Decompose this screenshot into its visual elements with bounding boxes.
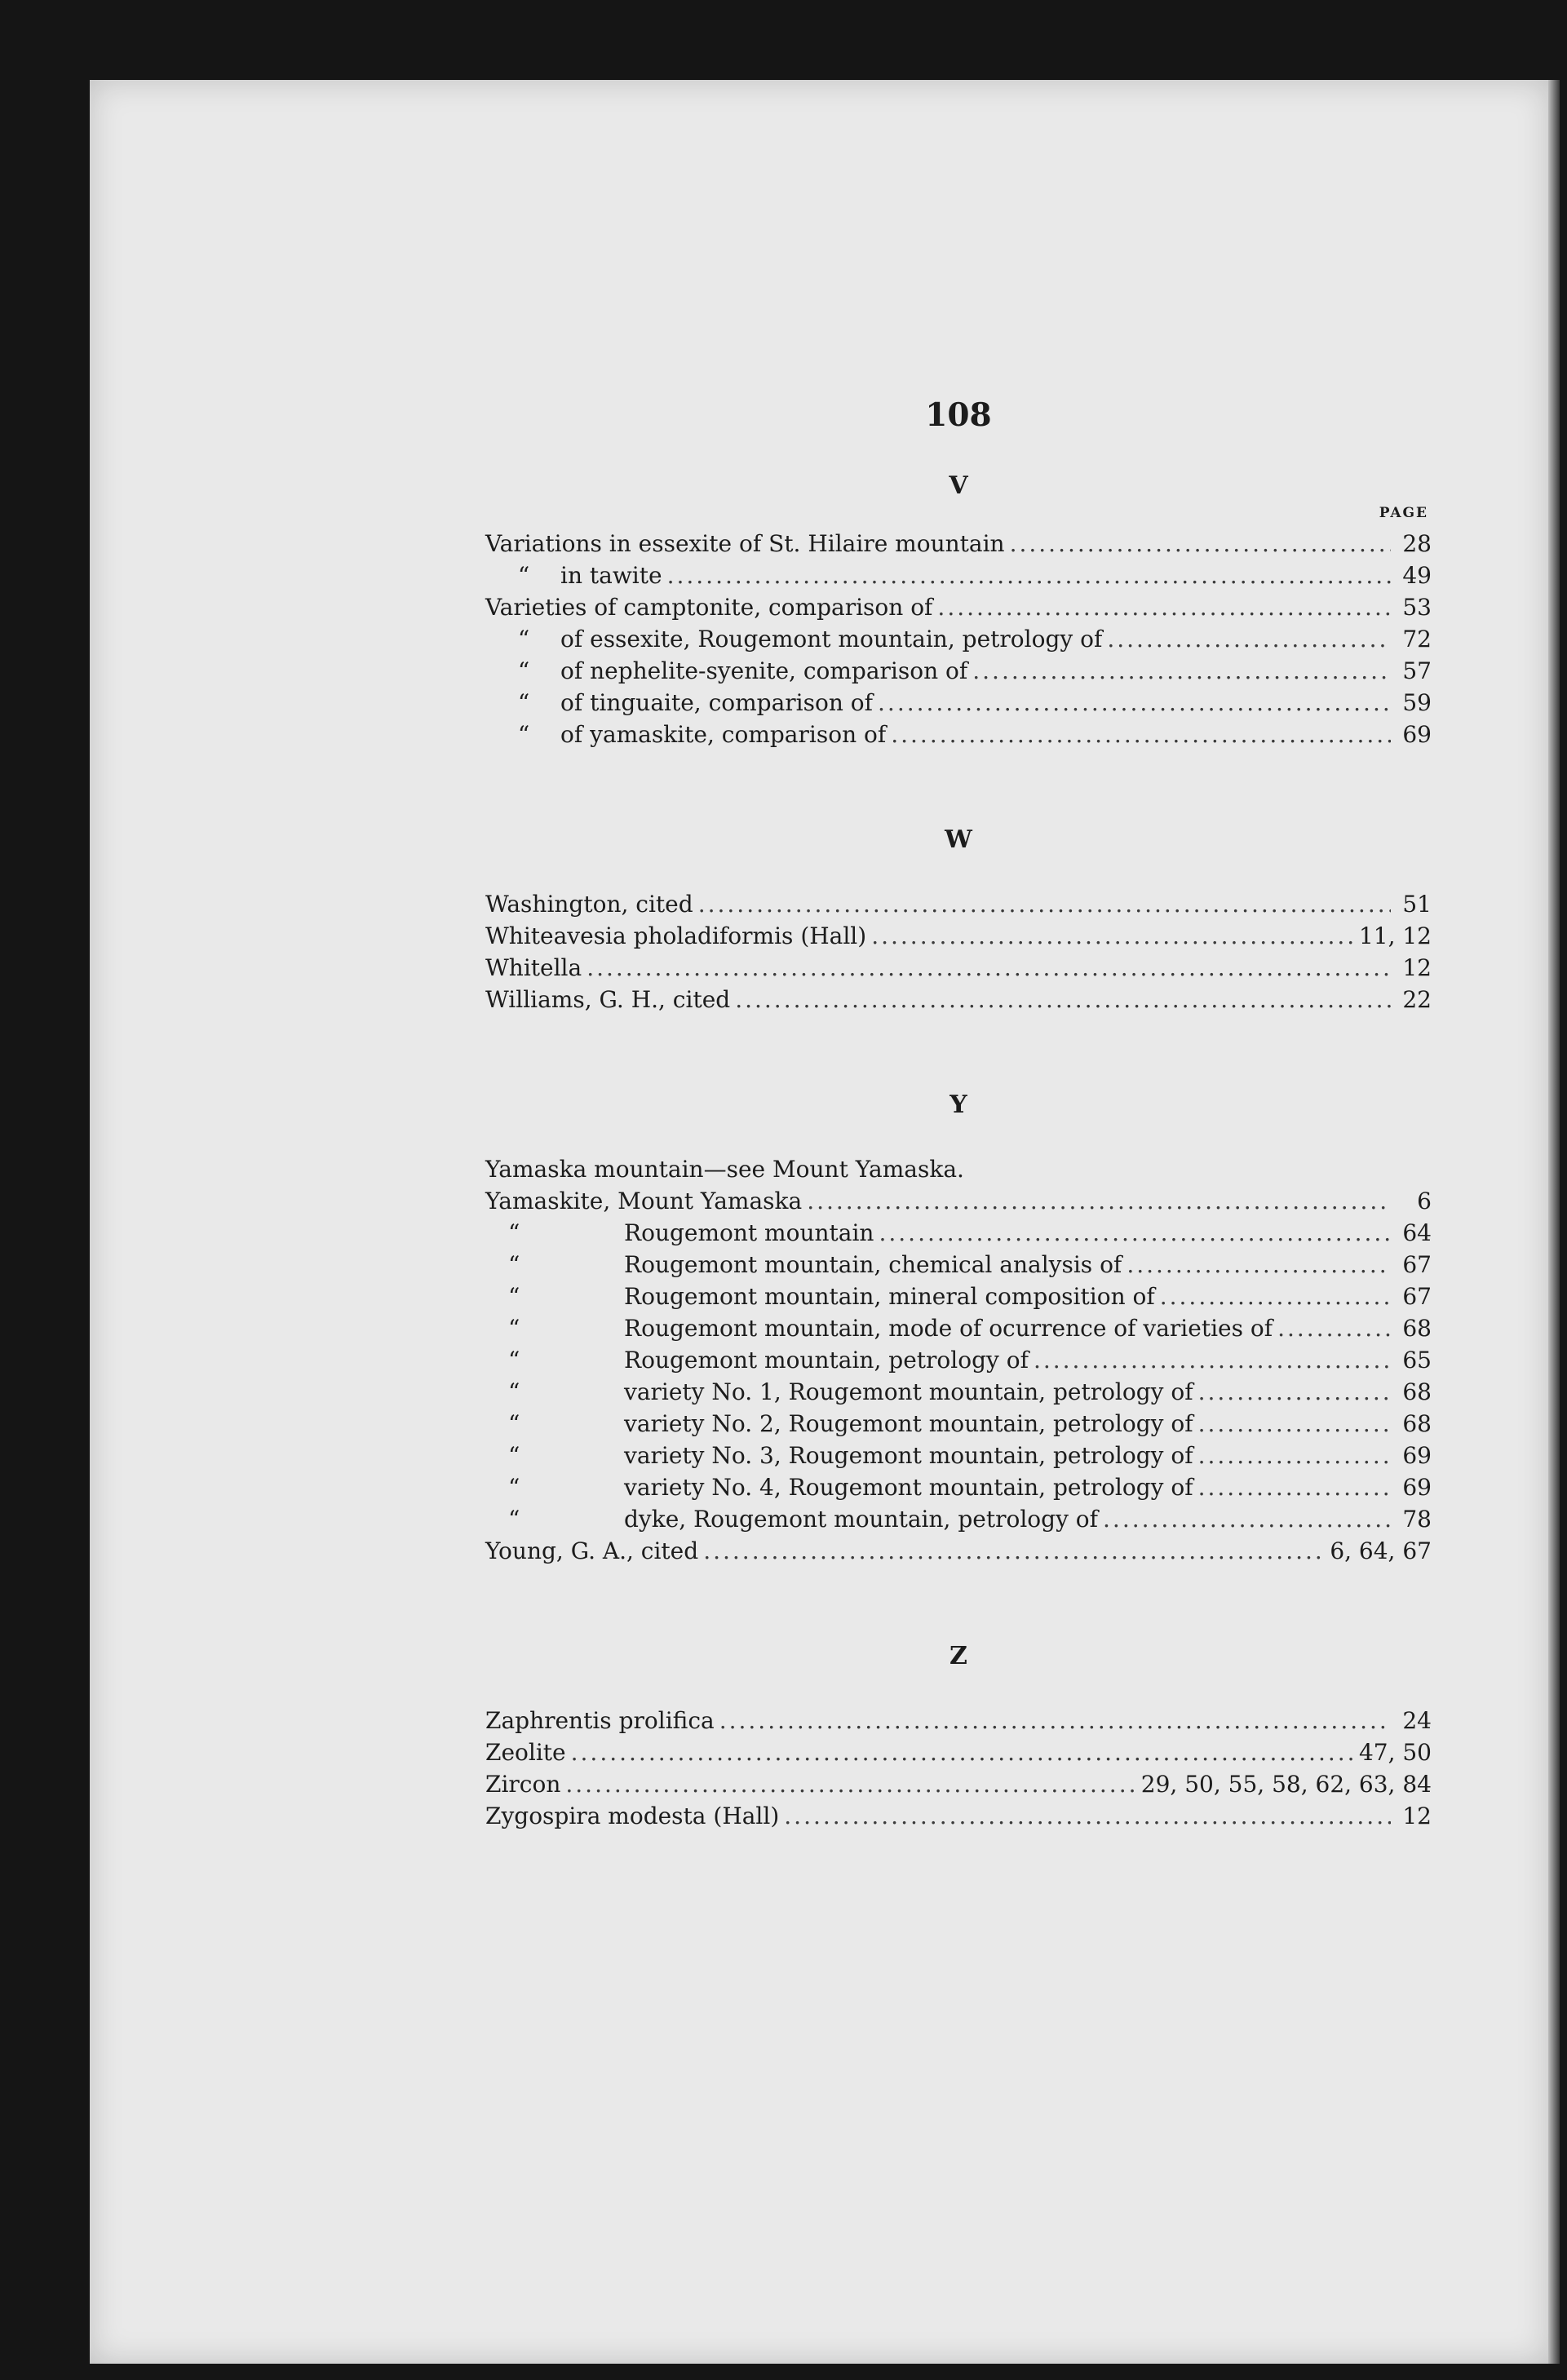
entry-term: variety No. 2, Rougemont mountain, petrology of — [624, 1410, 1193, 1437]
dot-leader — [1198, 1471, 1391, 1503]
dot-leader — [879, 1217, 1391, 1249]
ditto-mark: “ — [508, 1442, 520, 1469]
entry-term: of tinguaite, comparison of — [560, 689, 874, 716]
entry-term: Whitella — [485, 954, 582, 981]
section-letter: Y — [949, 1090, 967, 1119]
ditto-mark: “ — [508, 1315, 520, 1342]
ditto-mark: “ — [517, 721, 530, 748]
page-number: 108 — [925, 396, 992, 434]
index-entry — [485, 1153, 1432, 1185]
dot-leader — [735, 984, 1391, 1015]
dot-leader — [807, 1185, 1391, 1217]
entry-pages: 49 — [1402, 562, 1432, 589]
entry-term: Rougemont mountain — [624, 1219, 874, 1246]
dot-leader — [571, 1736, 1354, 1768]
entry-term: Zygospira modesta (Hall) — [485, 1803, 780, 1829]
entry-term: of yamaskite, comparison of — [560, 721, 887, 748]
dot-leader — [871, 920, 1354, 952]
dot-leader — [1198, 1440, 1391, 1471]
entry-pages: 67 — [1402, 1283, 1432, 1310]
entry-pages: 68 — [1402, 1378, 1432, 1405]
entry-term: Whiteavesia pholadiformis (Hall) — [485, 922, 867, 949]
ditto-mark: “ — [508, 1506, 520, 1533]
dot-leader — [698, 888, 1391, 920]
entry-term: variety No. 4, Rougemont mountain, petrology of — [624, 1474, 1193, 1501]
entry-pages: 57 — [1402, 657, 1432, 684]
index-entry — [485, 1471, 1432, 1503]
index-entry — [485, 1736, 1432, 1768]
entry-pages: 28 — [1402, 530, 1432, 557]
section-v — [485, 471, 1432, 750]
index-entry — [485, 1440, 1432, 1471]
index-entry — [485, 1408, 1432, 1440]
index-entry — [485, 1800, 1432, 1832]
entry-term: Zeolite — [485, 1739, 566, 1766]
index-entry — [485, 528, 1432, 560]
dot-leader — [1198, 1408, 1391, 1440]
entry-term: Zircon — [485, 1771, 561, 1798]
ditto-mark: “ — [508, 1251, 520, 1278]
index-entry — [485, 560, 1432, 591]
dot-leader — [719, 1705, 1391, 1736]
section-letter: Z — [949, 1642, 967, 1670]
entry-term: Rougemont mountain, mineral composition of — [624, 1283, 1155, 1310]
entry-pages: 29, 50, 55, 58, 62, 63, 84 — [1140, 1771, 1432, 1798]
entry-list — [485, 528, 1432, 750]
dot-leader — [565, 1768, 1135, 1800]
entry-pages: 67 — [1402, 1251, 1432, 1278]
index-entry — [485, 687, 1432, 719]
entry-term: of essexite, Rougemont mountain, petrology of — [560, 626, 1103, 653]
entry-term: Variations in essexite of St. Hilaire mountain — [485, 530, 1005, 557]
ditto-mark: “ — [508, 1283, 520, 1310]
dot-leader — [587, 952, 1391, 984]
entry-pages: 12 — [1402, 954, 1432, 981]
entry-pages: 68 — [1402, 1410, 1432, 1437]
entry-pages: 6, 64, 67 — [1330, 1537, 1432, 1564]
entry-pages: 78 — [1402, 1506, 1432, 1533]
section-w — [485, 825, 1432, 1015]
entry-term: of nephelite-syenite, comparison of — [560, 657, 968, 684]
entry-pages: 11, 12 — [1358, 922, 1432, 949]
entry-pages: 59 — [1402, 689, 1432, 716]
index-page — [485, 383, 1432, 1907]
index-entry — [485, 719, 1432, 750]
ditto-mark: “ — [517, 626, 530, 653]
dot-leader — [972, 655, 1391, 687]
entry-term: dyke, Rougemont mountain, petrology of — [624, 1506, 1099, 1533]
dot-leader — [784, 1800, 1391, 1832]
index-entry — [485, 1281, 1432, 1312]
entry-pages: 69 — [1402, 1442, 1432, 1469]
ditto-mark: “ — [517, 562, 530, 589]
dot-leader — [667, 560, 1391, 591]
entry-term: Rougemont mountain, petrology of — [624, 1347, 1029, 1374]
entry-pages: 22 — [1402, 986, 1432, 1013]
section-spacer — [485, 1675, 1432, 1705]
index-entry — [485, 952, 1432, 984]
index-entry — [485, 984, 1432, 1015]
index-entry — [485, 1535, 1432, 1567]
page-edge — [1548, 80, 1560, 2364]
index-entry — [485, 1217, 1432, 1249]
entry-pages: 53 — [1402, 594, 1432, 621]
dot-leader — [703, 1535, 1325, 1567]
dot-leader — [1010, 528, 1391, 560]
section-z — [485, 1642, 1432, 1832]
dot-leader — [891, 719, 1391, 750]
entry-term: Rougemont mountain, mode of ocurrence of varieties of — [624, 1315, 1273, 1342]
entry-pages: 6 — [1417, 1188, 1432, 1214]
index-entry — [485, 1185, 1432, 1217]
ditto-mark: “ — [508, 1219, 520, 1246]
entry-term: Yamaska mountain—see Mount Yamaska. — [485, 1156, 964, 1183]
dot-leader — [878, 687, 1391, 719]
index-entry — [485, 591, 1432, 623]
index-entry — [485, 1768, 1432, 1800]
entry-pages: 64 — [1402, 1219, 1432, 1246]
entry-list — [485, 1705, 1432, 1832]
entry-term: Varieties of camptonite, comparison of — [485, 594, 933, 621]
index-entry — [485, 920, 1432, 952]
dot-leader — [1127, 1249, 1391, 1281]
entry-list — [485, 888, 1432, 1015]
entry-term: Zaphrentis prolifica — [485, 1707, 715, 1734]
entry-pages: 51 — [1402, 891, 1432, 918]
entry-list — [485, 1153, 1432, 1567]
index-entry — [485, 1249, 1432, 1281]
index-entry — [485, 623, 1432, 655]
dot-leader — [937, 591, 1391, 623]
section-spacer — [485, 1124, 1432, 1153]
entry-term: Williams, G. H., cited — [485, 986, 731, 1013]
dot-leader — [1034, 1344, 1391, 1376]
entry-term: in tawite — [560, 562, 662, 589]
entry-pages: 72 — [1402, 626, 1432, 653]
dot-leader — [1160, 1281, 1391, 1312]
entry-pages: 65 — [1402, 1347, 1432, 1374]
page-column-label: PAGE — [1379, 505, 1428, 521]
entry-term: variety No. 1, Rougemont mountain, petrology of — [624, 1378, 1193, 1405]
index-entry — [485, 1376, 1432, 1408]
index-entry — [485, 655, 1432, 687]
section-y — [485, 1090, 1432, 1567]
ditto-mark: “ — [508, 1410, 520, 1437]
index-entry — [485, 1344, 1432, 1376]
entry-pages: 47, 50 — [1358, 1739, 1432, 1766]
entry-pages: 24 — [1402, 1707, 1432, 1734]
section-letter: V — [949, 471, 968, 500]
entry-pages: 69 — [1402, 721, 1432, 748]
index-entry — [485, 1705, 1432, 1736]
ditto-mark: “ — [508, 1474, 520, 1501]
dot-leader — [1277, 1312, 1391, 1344]
index-entry — [485, 1312, 1432, 1344]
entry-term: Washington, cited — [485, 891, 693, 918]
dot-leader — [1198, 1376, 1391, 1408]
ditto-mark: “ — [508, 1378, 520, 1405]
index-entry — [485, 888, 1432, 920]
section-letter: W — [945, 825, 972, 854]
dot-leader — [1107, 623, 1391, 655]
entry-pages: 69 — [1402, 1474, 1432, 1501]
ditto-mark: “ — [508, 1347, 520, 1374]
dot-leader — [1103, 1503, 1391, 1535]
entry-pages: 68 — [1402, 1315, 1432, 1342]
ditto-mark: “ — [517, 657, 530, 684]
index-entry — [485, 1503, 1432, 1535]
ditto-mark: “ — [517, 689, 530, 716]
section-spacer — [485, 859, 1432, 888]
entry-term: variety No. 3, Rougemont mountain, petrology of — [624, 1442, 1193, 1469]
entry-term: Rougemont mountain, chemical analysis of — [624, 1251, 1122, 1278]
entry-term: Young, G. A., cited — [485, 1537, 699, 1564]
entry-term: Yamaskite, Mount Yamaska — [485, 1188, 803, 1214]
entry-pages: 12 — [1402, 1803, 1432, 1829]
